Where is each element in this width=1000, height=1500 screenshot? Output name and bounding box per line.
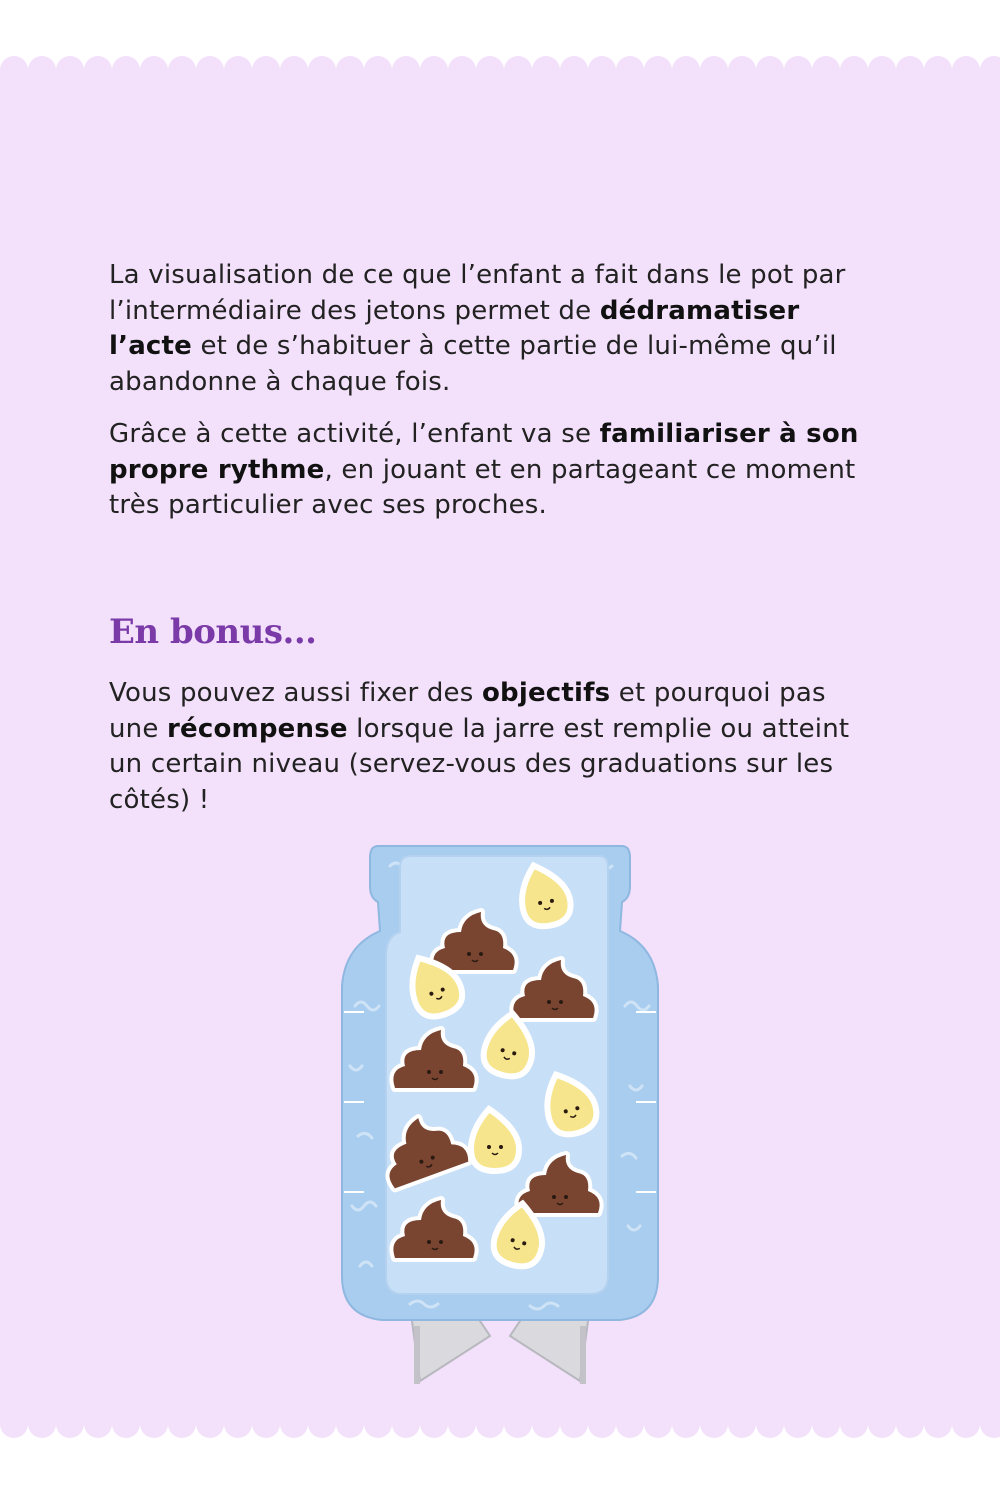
text-run: Vous pouvez aussi fixer des — [109, 678, 482, 708]
bold-text: objectifs — [481, 678, 611, 708]
text-run: Grâce à cette activité, l’enfant va se — [109, 419, 600, 449]
bonus-heading: En bonus... — [109, 612, 317, 652]
text-run: et pourquoi pas une — [109, 678, 826, 744]
text-run: lorsque la jarre est remplie ou atteint un certain niveau (servez-vous des graduations sur les côtés) ! — [109, 713, 850, 815]
paragraph-bonus — [109, 676, 869, 818]
text-run: et de s’habituer à cette partie de lui-même qu’il abandonne à chaque fois. — [109, 331, 837, 397]
bold-text: familiariser à son propre rythme — [109, 419, 859, 485]
jar-illustration — [330, 836, 670, 1396]
bold-text: récompense — [167, 713, 348, 744]
text-run: La visualisation de ce que l’enfant a fait dans le pot par l’intermédiaire des jetons permet de — [109, 260, 846, 326]
paragraph-visualisation — [109, 258, 869, 400]
paragraph-activite — [109, 417, 869, 524]
text-run: , en jouant et en partageant ce moment très particulier avec ses proches. — [109, 454, 856, 520]
scallop-border-bottom — [0, 1414, 1000, 1438]
bold-text: dédramatiser l’acte — [109, 295, 800, 361]
